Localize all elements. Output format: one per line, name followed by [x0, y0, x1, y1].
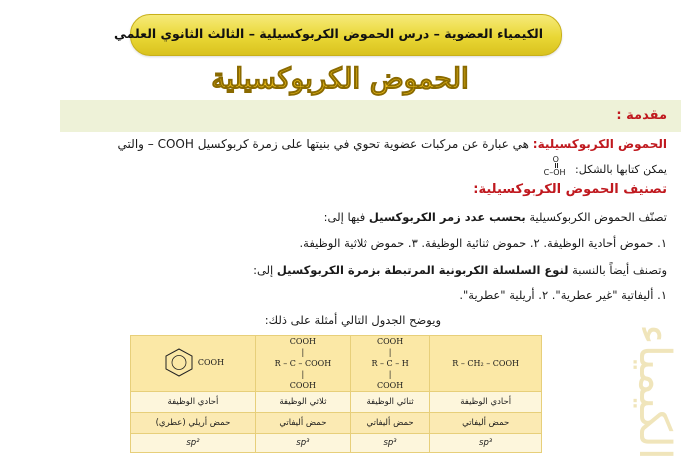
classification-line-a	[324, 210, 667, 224]
structure-cell	[350, 336, 429, 392]
structure-tri	[256, 336, 350, 391]
line-a-end: فيها إلى:	[323, 210, 366, 224]
line-a-start: تصنّف الحموض الكربوكسيلية	[529, 210, 667, 224]
header-title: الكيمياء العضوية – درس الحموض الكربوكسيلية – الثالث الثانوي العلمي	[114, 26, 543, 41]
structure-line: |	[388, 370, 392, 379]
line-b-bold: لنوع السلسلة الكربونية المرتبطة بزمرة الكربوكسيل	[276, 263, 569, 277]
structure-line: |	[301, 370, 305, 379]
table-cell: sp²	[131, 434, 256, 453]
types-by-count: ١. حموض أحادية الوظيفة. ٢. حموض ثنائية الوظيفة. ٣. حموض ثلاثية الوظيفة.	[299, 236, 667, 250]
table-cell: حمض أريلي (عطري)	[131, 413, 256, 434]
line-b-end: إلى:	[253, 263, 274, 277]
carboxyl-formula	[543, 155, 566, 177]
double-bond-icon	[555, 163, 558, 168]
structure-line: COOH	[376, 381, 404, 390]
table-cell: حمض أليفاتي	[430, 413, 542, 434]
main-title: الحموض الكربوكسيلية	[211, 62, 469, 95]
classification-heading: تصنيف الحموض الكربوكسيلية:	[473, 182, 667, 197]
structure-cell	[430, 336, 542, 392]
line-a-bold: بحسب عدد زمر الكربوكسيل	[368, 210, 526, 224]
intro-band	[60, 100, 681, 132]
header-banner	[114, 14, 562, 56]
examples-table	[130, 335, 542, 453]
structure-line: COOH	[289, 337, 317, 346]
definition-text: هي عبارة عن مركبات عضوية تحوي في بنيتها على زمرة كربوكسيل COOH – والتي	[117, 137, 529, 151]
table-cell: أحادي الوظيفة	[430, 392, 542, 413]
structure-mono	[430, 358, 541, 369]
benzoic-acid-structure	[162, 347, 224, 377]
structure-line: COOH	[289, 381, 317, 390]
table-cell: sp³	[430, 434, 542, 453]
structure-line: R – C – H	[371, 359, 409, 368]
watermark-text: الكيمياء	[629, 323, 680, 460]
intro-label: مقدمة :	[616, 108, 667, 123]
table-cell: sp³	[350, 434, 429, 453]
structure-line: COOH	[376, 337, 404, 346]
definition-term: الحموض الكربوكسيلية:	[532, 137, 667, 151]
structure-cell	[255, 336, 350, 392]
table-cell: حمض أليفاتي	[255, 413, 350, 434]
table-cell: sp³	[255, 434, 350, 453]
formula-text: C–OH	[543, 168, 566, 177]
structure-line: COOH	[197, 357, 225, 367]
formula-line	[543, 155, 667, 177]
structure-cell	[131, 336, 256, 392]
structure-line: |	[388, 348, 392, 357]
structure-di	[351, 336, 429, 391]
table-row-acid-type	[131, 413, 542, 434]
table-row-functionality	[131, 392, 542, 413]
classification-line-b	[253, 263, 667, 277]
table-cell: ثنائي الوظيفة	[350, 392, 429, 413]
benzene-ring-icon	[162, 347, 196, 377]
table-intro: ويوضح الجدول التالي أمثلة على ذلك:	[264, 313, 441, 327]
structure-line: R – CH₂ – COOH	[452, 359, 520, 368]
table-cell: أحادي الوظيفة	[131, 392, 256, 413]
structure-line: |	[301, 348, 305, 357]
line-b-start: وتصنف أيضاً بالنسبة	[572, 263, 667, 277]
structure-line: R – C – COOH	[274, 359, 332, 368]
table-cell: حمض أليفاتي	[350, 413, 429, 434]
definition-line	[118, 137, 667, 151]
table-row-hybridization	[131, 434, 542, 453]
table-row-structures	[131, 336, 542, 392]
formula-oxygen: O	[552, 155, 559, 164]
types-by-chain: ١. أليفاتية "غير عطرية". ٢. أريلية "عطرية".	[459, 288, 667, 302]
formula-caption: يمكن كتابها بالشكل:	[575, 163, 667, 176]
table-cell: ثلاثي الوظيفة	[255, 392, 350, 413]
